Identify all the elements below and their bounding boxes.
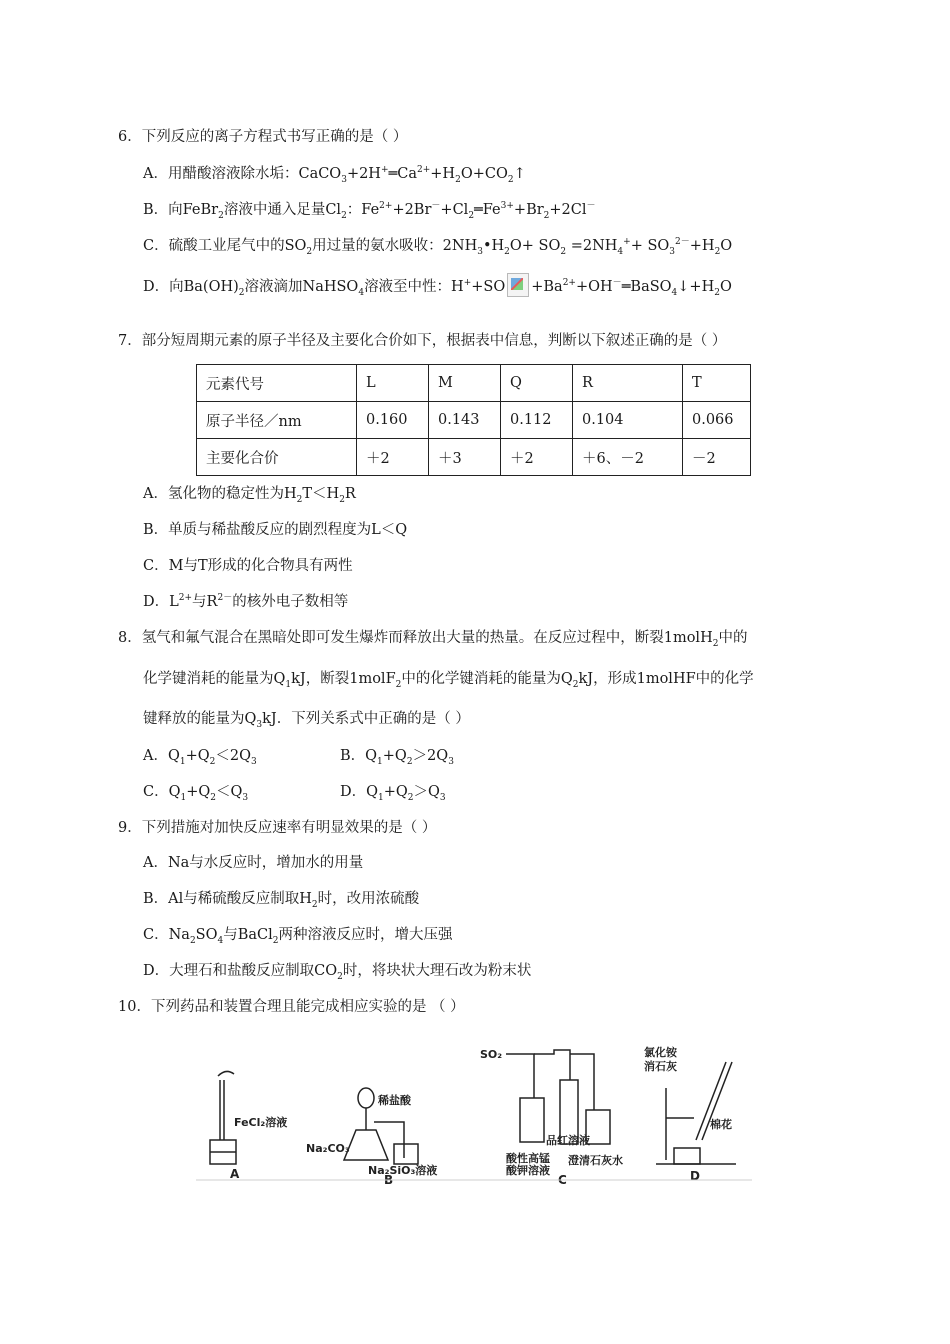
label-cotton: 棉花 (710, 1118, 732, 1131)
label-so2: SO₂ (480, 1048, 503, 1061)
table-cell: ＋3 (429, 439, 501, 476)
table-cell: ＋2 (357, 439, 429, 476)
label-nh4cl: 氯化铵 (644, 1046, 677, 1059)
q7-option-d: D．$L^{2+}$与$R^{2-}$的核外电子数相等 (143, 593, 349, 610)
q8-option-c: C．$Q_1+Q_2<Q_3$ (143, 784, 249, 803)
table-cell: 主要化合价 (197, 439, 357, 476)
table-row (197, 439, 751, 476)
label-a: A (230, 1167, 240, 1181)
table-cell: 0.104 (573, 402, 683, 439)
q10-stem: 10．下列药品和装置合理且能完成相应实验的是 （ ） (118, 999, 465, 1015)
q7-stem: 7．部分短周期元素的原子半径及主要化合价如下，根据表中信息，判断以下叙述正确的是（ ） (118, 333, 727, 349)
q9-option-a: A．Na与水反应时，增加水的用量 (143, 855, 364, 871)
q9-option-b: B．Al与稀硫酸反应制取$H_2$时，改用浓硫酸 (143, 891, 420, 910)
q9-option-d: D．大理石和盐酸反应制取$CO_2$时，将块状大理石改为粉末状 (143, 963, 532, 982)
table-cell: 元素代号 (197, 365, 357, 402)
table-cell: L (357, 365, 429, 402)
q8-option-b: B．$Q_1+Q_2>2Q_3$ (340, 748, 454, 767)
q7-option-b: B．单质与稀盐酸反应的剧烈程度为L＜Q (143, 522, 408, 538)
q6-stem: 6．下列反应的离子方程式书写正确的是（ ） (118, 129, 408, 145)
label-kmno4-1: 酸性高锰 (506, 1152, 550, 1165)
q8-option-d: D．$Q_1+Q_2>Q_3$ (340, 784, 446, 803)
q6-option-a: A．用醋酸溶液除水垢：$CaCO_3+2H^+═Ca^{2+}+H_2O+CO_2↑$ (143, 165, 526, 185)
table-cell: 0.160 (357, 402, 429, 439)
label-limewater: 澄清石灰水 (568, 1154, 623, 1167)
apparatus-a (210, 1071, 287, 1181)
q8-option-a: A．$Q_1+Q_2<2Q_3$ (143, 748, 257, 767)
label-na2co3: Na₂CO₃ (306, 1142, 350, 1155)
label-d: D (690, 1169, 700, 1183)
broken-image-icon (507, 273, 529, 297)
apparatus-d (644, 1045, 736, 1183)
q8-stem-line3: 键释放的能量为$Q_3kJ$．下列关系式中正确的是（ ） (143, 711, 470, 730)
table-row (197, 365, 751, 402)
table-cell: ＋2 (501, 439, 573, 476)
label-acid: 稀盐酸 (378, 1094, 411, 1107)
apparatus-c (480, 1048, 623, 1184)
table-cell: T (683, 365, 751, 402)
q8-stem-line1: 8．氢气和氟气混合在黑暗处即可发生爆炸而释放出大量的热量。在反应过程中，断裂1molH$_2$中的 (118, 630, 748, 649)
table-cell: 0.143 (429, 402, 501, 439)
label-caoh2: 消石灰 (644, 1060, 677, 1073)
element-table (196, 364, 751, 476)
table-cell: R (573, 365, 683, 402)
table-row (197, 402, 751, 439)
table-cell: 原子半径／nm (197, 402, 357, 439)
experiment-apparatus-figure (196, 1040, 752, 1184)
table-cell: －2 (683, 439, 751, 476)
q6-option-b: B．向FeBr$_2$溶液中通入足量$Cl_2$：$Fe^{2+}+2Br^-+Cl_2═Fe^{3+}+Br_2+2Cl^-$ (143, 201, 596, 221)
label-b: B (384, 1173, 394, 1184)
q7-option-c: C．M与T形成的化合物具有两性 (143, 558, 353, 574)
q8-stem-line2: 化学键消耗的能量为$Q_1kJ$，断裂1molF$_2$中的化学键消耗的能量为$Q_2kJ$，形成1molHF中的化学 (143, 671, 754, 690)
label-c: C (558, 1173, 567, 1184)
label-kmno4-2: 酸钾溶液 (506, 1164, 550, 1177)
table-cell: Q (501, 365, 573, 402)
q9-stem: 9．下列措施对加快反应速率有明显效果的是（ ） (118, 820, 437, 836)
label-pinkdye: 品红溶液 (546, 1134, 590, 1147)
q6-option-d: D．向$Ba(OH)_2$溶液滴加NaHSO$_4$溶液至中性：$H^++SO +Ba^{2+}+OH^-═BaSO_4↓+H_2O$ (143, 273, 732, 297)
q6-option-c: C．硫酸工业尾气中的$SO_2$用过量的氨水吸收：$2NH_3•H_2O+ SO_2 =2NH_4^++ SO_3^{2-}+H_2O$ (143, 237, 733, 257)
table-cell: ＋6、－2 (573, 439, 683, 476)
table-cell: M (429, 365, 501, 402)
apparatus-b (306, 1088, 437, 1184)
table-cell: 0.112 (501, 402, 573, 439)
q7-option-a: A．氢化物的稳定性为$H_2T<H_2R$ (143, 486, 356, 505)
table-cell: 0.066 (683, 402, 751, 439)
label-na2sio3: Na₂SiO₃溶液 (368, 1164, 438, 1177)
label-fecl2: FeCl₂溶液 (234, 1116, 288, 1129)
q9-option-c: C．$Na_2SO_4$与BaCl$_2$两种溶液反应时，增大压强 (143, 927, 453, 946)
